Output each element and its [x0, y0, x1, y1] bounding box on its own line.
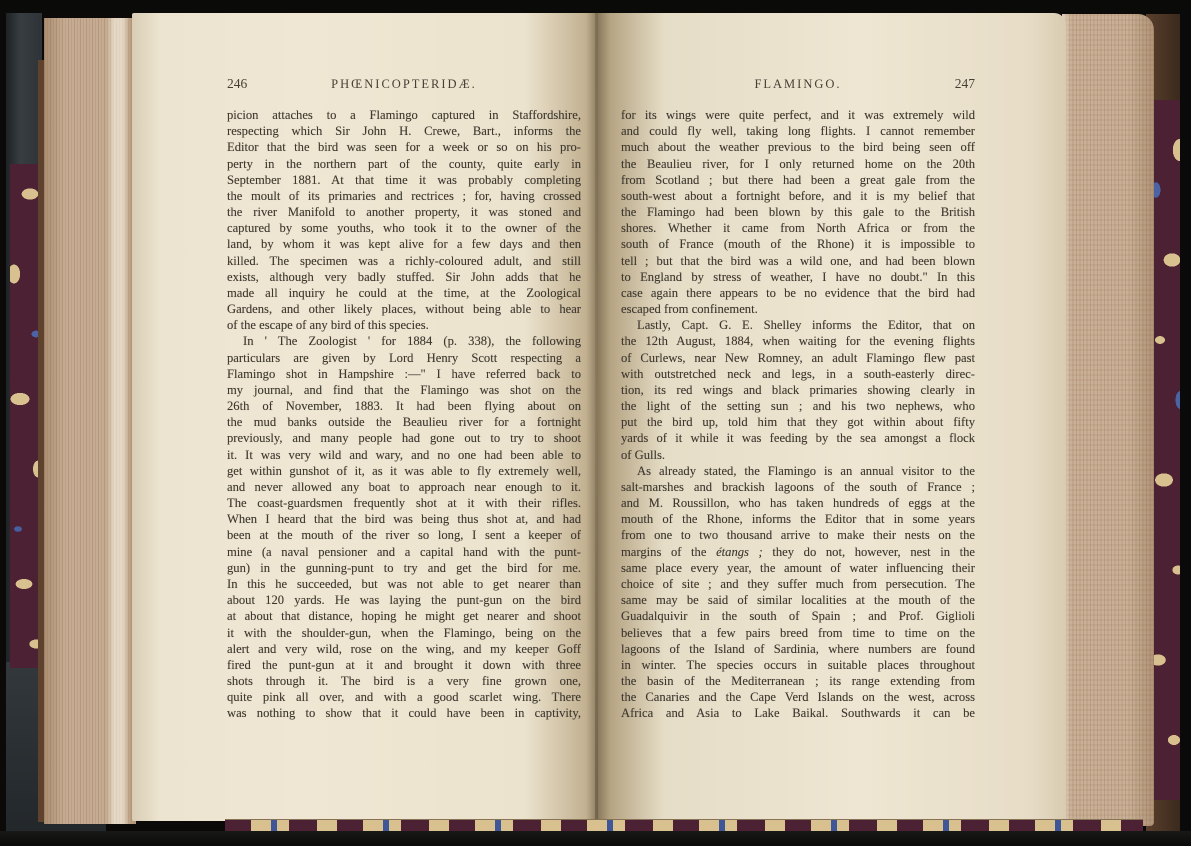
text-line: from one to two thousand arrive to make their nests on the: [621, 528, 975, 543]
text-line: the 12th August, 1884, when waiting for the evening flights: [621, 334, 975, 349]
page-number: 247: [954, 76, 975, 91]
text-line: gun) in the gunning-punt to try and get the bird for me.: [227, 560, 581, 575]
text-line: case again there appears to be no evidence that the bird had: [621, 285, 975, 300]
text-line: about 120 yards. He was laying the punt-gun on the bird: [227, 593, 581, 608]
text-line: the moult of its primaries and rectrices ; for, having crossed: [227, 188, 581, 203]
text-line: perty in the northern part of the county, quite early in: [227, 156, 581, 171]
text-line: Lastly, Capt. G. E. Shelley informs the Editor, that on: [637, 318, 975, 333]
right-frame-edge: [1180, 0, 1191, 846]
text-line: of Curlews, near New Romney, an adult Flamingo flew past: [621, 350, 975, 365]
text-line: tell ; but that the bird was a wild one, and had been blown: [621, 253, 975, 268]
text-line: previously, and many people had gone out to try to shoot: [227, 431, 581, 446]
text-line: and could fly well, taking long flights. I cannot remember: [621, 124, 975, 139]
text-line: been at the mouth of the river so long, I sent a keeper of: [227, 528, 581, 543]
text-line: exists, although very badly stuffed. Sir John adds that he: [227, 269, 581, 284]
text-line: land, by whom it was kept alive for a few days and then: [227, 237, 581, 252]
text-line: The coast-guardsmen frequently shot at it with their rifles.: [227, 496, 581, 511]
text-line: escaped from confinement.: [621, 302, 758, 317]
text-line: particulars are given by Lord Henry Scott respecting a: [227, 350, 581, 365]
page-number: 246: [227, 76, 248, 91]
running-head: PHŒNICOPTERIDÆ.: [331, 77, 477, 91]
bottom-frame-edge: [0, 831, 1191, 846]
text-line: alert and very wild, rose on the wing, and my keeper Goff: [227, 641, 581, 656]
text-line: south-west about a fortnight before, and it is my belief that: [621, 188, 975, 203]
text-line: Flamingo shot in Hampshire :—" I have referred back to: [227, 366, 581, 381]
text-line: When I heard that the bird was being thus shot at, and had: [227, 512, 581, 527]
text-line: mouth of the Rhone, informs the Editor that in some years: [621, 512, 975, 527]
text-line: same place every year, the amount of water influencing their: [621, 560, 975, 575]
page-247-header: [621, 76, 975, 91]
text-line: get within gunshot of it, as it was able to fly extremely well,: [227, 463, 581, 478]
top-frame-edge: [0, 0, 1191, 13]
text-line: quite pink all over, and with a good scarlet wing. There: [227, 690, 581, 705]
text-line: tion, its red wings and black primaries showing clearly in: [621, 382, 975, 397]
text-line: Guadalquivir in the south of Spain ; and Prof. Giglioli: [621, 609, 975, 624]
text-line: In this he succeeded, but was not able to get nearer than: [227, 576, 581, 591]
text-line: it with the shoulder-gun, when the Flamingo, being on the: [227, 625, 581, 640]
page-246: [227, 76, 581, 722]
text-line: my journal, and find that the Flamingo was shot on the: [227, 382, 581, 397]
text-line: killed. The specimen was a richly-coloured adult, and still: [227, 253, 581, 268]
text-line: south of France (mouth of the Rhone) it is impossible to: [621, 237, 975, 252]
left-page-fore-edge: [44, 18, 136, 824]
gutter-crease: [595, 13, 598, 821]
text-line: choice of site ; and they suffer much from persecution. The: [621, 576, 975, 591]
text-line: In ' The Zoologist ' for 1884 (p. 338), the following: [243, 334, 581, 349]
right-page-fore-edge: [1062, 14, 1154, 826]
text-line: to England by stress of weather, I have no doubt." In this: [621, 269, 975, 284]
text-line: shores. Whether it came from North Africa or from the: [621, 221, 975, 236]
text-line: the Beaulieu river, for I only returned home on the 20th: [621, 156, 975, 171]
page-247: [621, 76, 975, 722]
text-line: of the escape of any bird of this species.: [227, 318, 429, 333]
text-line: for its wings were quite perfect, and it was extremely wild: [621, 108, 975, 122]
text-line: As already stated, the Flamingo is an annual visitor to the: [637, 463, 975, 478]
text-line: the Canaries and the Cape Verd Islands on the west, across: [621, 690, 975, 705]
text-line: and M. Roussillon, who has taken hundreds of eggs at the: [621, 496, 975, 511]
text-line: of Gulls.: [621, 447, 666, 462]
text-line: 26th of November, 1883. It had been flying about on: [227, 399, 581, 414]
running-head: FLAMINGO.: [754, 77, 842, 91]
page-247-body: [621, 107, 975, 722]
text-line: was nothing to show that it could have been in captivity,: [227, 706, 581, 721]
text-line: Editor that the bird was seen for a week or so on his pro-: [227, 140, 581, 155]
text-line: the basin of the Mediterranean ; its range extending from: [621, 674, 975, 689]
text-line: put the bird up, told him that they got within about fifty: [621, 415, 975, 430]
text-line: believes that a few pairs breed from time to time on the: [621, 625, 975, 640]
text-line: Gardens, and other likely places, without being able to hear: [227, 302, 581, 317]
text-line: it. It was very wild and wary, and no one had been able to: [227, 447, 581, 462]
text-line: September 1881. At that time it was probably completing: [227, 172, 581, 187]
text-line: much about the weather previous to the bird being seen off: [621, 140, 975, 155]
text-line: lagoons of the Island of Sardinia, where numbers are found: [621, 641, 975, 656]
text-line: fired the punt-gun at it and brought it down with three: [227, 657, 581, 672]
text-line: the light of the setting sun ; and his two nephews, who: [621, 399, 975, 414]
text-line: salt-marshes and brackish lagoons of the south of France ;: [621, 479, 975, 494]
text-line: captured by some youths, who took it to the owner of the: [227, 221, 581, 236]
text-line: the river Manifold to another property, it was stoned and: [227, 205, 581, 220]
text-line: margins of the étangs ; they do not, however, nest in the: [621, 544, 975, 559]
text-line: respecting which Sir John H. Crewe, Bart., informs the: [227, 124, 581, 139]
text-line: yards of it while it was feeding by the sea amongst a flock: [621, 431, 975, 446]
text-line: at about that distance, hoping he might get nearer and shoot: [227, 609, 581, 624]
text-line: in winter. The species occurs in suitable places throughout: [621, 657, 975, 672]
text-line: with outstretched neck and legs, in a south-easterly direc-: [621, 366, 975, 381]
text-line: and never allowed any boat to approach near enough to it.: [227, 479, 581, 494]
text-line: Africa and Asia to Lake Baikal. Southwards it can be: [621, 706, 975, 721]
text-line: from Scotland ; but there had been a great gale from the: [621, 172, 975, 187]
text-line: the mud banks outside the Beaulieu river for a fortnight: [227, 415, 581, 430]
text-line: made all inquiry he could at the time, at the Zoological: [227, 285, 581, 300]
text-line: mine (a naval pensioner and a capital hand with the punt-: [227, 544, 581, 559]
text-line: same may be said of similar localities at the mouth of the: [621, 593, 975, 608]
text-line: picion attaches to a Flamingo captured in Staffordshire,: [227, 108, 581, 122]
text-line: the Flamingo had been blown by this gale to the British: [621, 205, 975, 220]
page-246-header: [227, 76, 581, 91]
page-246-body: [227, 107, 581, 722]
text-line: shots through it. The bird is a very fine grown one,: [227, 674, 581, 689]
